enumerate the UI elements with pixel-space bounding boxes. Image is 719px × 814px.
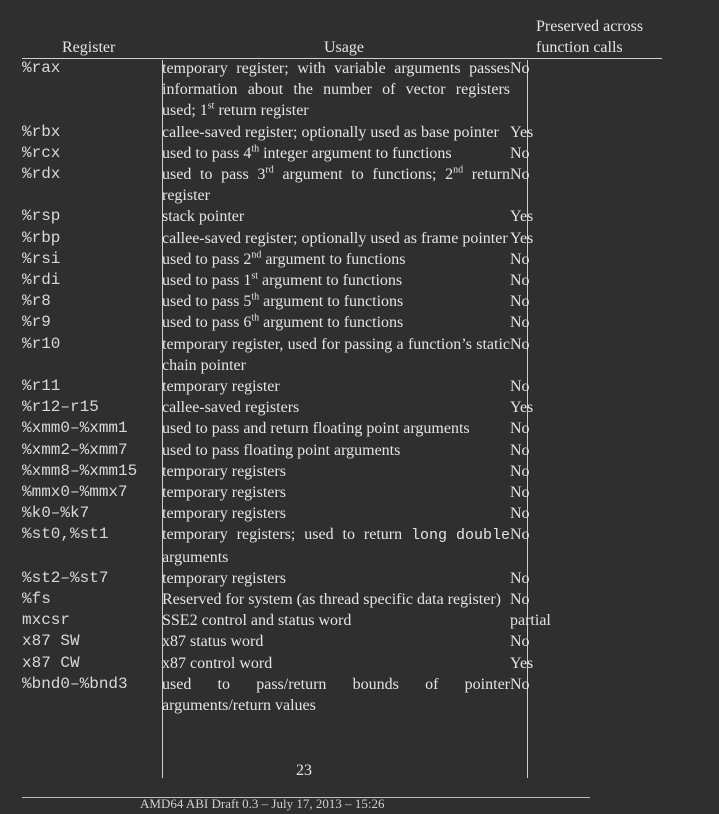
table-row — [22, 397, 662, 418]
preserved-cell: No — [510, 484, 530, 502]
table-row — [22, 270, 662, 291]
table-row — [22, 482, 662, 503]
register-name-cell: %r12–r15 — [22, 398, 99, 417]
table-row — [22, 312, 662, 333]
preserved-cell: No — [510, 378, 530, 396]
preserved-cell: No — [510, 314, 530, 332]
register-name-cell: %rcx — [22, 143, 61, 162]
usage-cell: used to pass 6th argument to functions — [162, 313, 404, 332]
table-row — [22, 334, 662, 376]
usage-cell: used to pass 5th argument to functions — [162, 291, 404, 311]
register-name-cell: %bnd0–%bnd3 — [22, 674, 128, 693]
register-name-cell: %rbx — [22, 122, 61, 141]
usage-cell: temporary registers — [162, 569, 286, 587]
register-name-cell: %mmx0–%mmx7 — [22, 483, 128, 502]
register-name-cell: %rdi — [22, 271, 61, 290]
register-name-cell: %xmm8–%xmm15 — [22, 461, 138, 480]
table-row — [22, 418, 662, 439]
usage-cell: used to pass 2nd argument to functions — [162, 249, 406, 268]
register-name-cell: %rsi — [22, 249, 61, 268]
register-name-cell: %r8 — [22, 292, 51, 311]
register-name-cell: %k0–%k7 — [22, 504, 90, 523]
preserved-cell: No — [510, 250, 530, 268]
register-name-cell: x87 CW — [22, 653, 80, 672]
usage-cell: temporary registers — [162, 505, 286, 523]
table-row — [22, 674, 662, 716]
register-name-cell: %rax — [22, 59, 61, 77]
preserved-cell: Yes — [510, 208, 534, 226]
usage-cell: temporary registers — [162, 462, 286, 480]
usage-cell: temporary register; with variable arguments passes information about the number of vector registers used; 1st return register — [162, 60, 510, 120]
preserved-cell: No — [510, 505, 530, 523]
preserved-cell: Yes — [510, 654, 534, 672]
usage-cell: callee-saved register; optionally used as base pointer — [162, 123, 499, 141]
register-name-cell: %xmm0–%xmm1 — [22, 419, 128, 438]
usage-cell: callee-saved registers — [162, 399, 300, 417]
usage-cell: used to pass and return floating point arguments — [162, 420, 470, 438]
table-row — [22, 653, 662, 674]
usage-cell: x87 status word — [162, 633, 264, 651]
preserved-cell: partial — [510, 612, 551, 630]
preserved-cell: No — [510, 441, 530, 459]
preserved-cell: No — [510, 675, 530, 693]
page-number: 23 — [296, 762, 312, 779]
page-footer: AMD64 ABI Draft 0.3 – July 17, 2013 – 15:26 — [140, 796, 385, 811]
preserved-cell: No — [510, 569, 530, 587]
register-name-cell: %st2–%st7 — [22, 568, 109, 587]
register-usage-table — [22, 58, 662, 716]
preserved-cell: No — [510, 591, 530, 609]
table-row — [22, 631, 662, 652]
preserved-cell: No — [510, 144, 530, 162]
preserved-cell: Yes — [510, 123, 534, 141]
usage-cell: used to pass 1st argument to functions — [162, 270, 403, 290]
header-preserved-line1: Preserved across — [536, 18, 644, 35]
header-preserved — [536, 16, 643, 58]
table-row — [22, 164, 662, 206]
preserved-cell: No — [510, 60, 530, 77]
preserved-cell: No — [510, 462, 530, 480]
usage-cell: Reserved for system (as thread specific data register) — [162, 591, 501, 609]
usage-cell: used to pass 4th integer argument to functions — [162, 143, 452, 162]
table-row — [22, 440, 662, 461]
table-row — [22, 524, 662, 567]
preserved-cell: No — [510, 272, 530, 290]
table-row — [22, 610, 662, 631]
table-row — [22, 376, 662, 397]
usage-cell: used to pass floating point arguments — [162, 441, 401, 459]
usage-cell: x87 control word — [162, 654, 273, 672]
table-row — [22, 122, 662, 143]
preserved-cell: No — [510, 526, 530, 544]
header-preserved-line2: function calls — [536, 39, 623, 56]
register-name-cell: x87 SW — [22, 632, 80, 651]
preserved-cell: No — [510, 633, 530, 651]
preserved-cell: Yes — [510, 229, 534, 247]
register-name-cell: %rdx — [22, 165, 61, 184]
header-register: Register — [62, 39, 116, 56]
table-row — [22, 206, 662, 227]
table-row — [22, 228, 662, 249]
register-name-cell: %rsp — [22, 207, 61, 226]
table-row — [22, 568, 662, 589]
usage-cell: used to pass/return bounds of pointer arguments/return values — [162, 675, 510, 715]
preserved-cell: No — [510, 293, 530, 311]
preserved-cell: Yes — [510, 399, 534, 417]
register-name-cell: %st0,%st1 — [22, 525, 109, 544]
usage-cell: stack pointer — [162, 208, 245, 226]
register-name-cell: %r10 — [22, 334, 61, 353]
register-name-cell: %r11 — [22, 377, 61, 396]
table-row — [22, 143, 662, 164]
preserved-cell: No — [510, 420, 530, 438]
preserved-cell: No — [510, 166, 530, 184]
register-name-cell: mxcsr — [22, 611, 71, 630]
table-row — [22, 461, 662, 482]
table-row — [22, 589, 662, 610]
usage-cell: temporary register, used for passing a function’s static chain pointer — [162, 335, 510, 374]
usage-cell: used to pass 3rd argument to functions; 2nd return register — [162, 164, 511, 205]
register-name-cell: %r9 — [22, 313, 51, 332]
table-row — [22, 291, 662, 312]
usage-cell: callee-saved register; optionally used as frame pointer — [162, 229, 508, 247]
table-row — [22, 249, 662, 270]
header-usage: Usage — [324, 39, 364, 56]
usage-cell: temporary register — [162, 378, 280, 396]
usage-cell: temporary registers; used to return long double arguments — [162, 526, 511, 566]
usage-cell: SSE2 control and status word — [162, 612, 352, 630]
usage-cell: temporary registers — [162, 484, 286, 502]
preserved-cell: No — [510, 335, 530, 353]
table-row — [22, 58, 662, 122]
register-name-cell: %xmm2–%xmm7 — [22, 440, 128, 459]
register-name-cell: %rbp — [22, 228, 61, 247]
register-name-cell: %fs — [22, 590, 51, 609]
table-row — [22, 503, 662, 524]
